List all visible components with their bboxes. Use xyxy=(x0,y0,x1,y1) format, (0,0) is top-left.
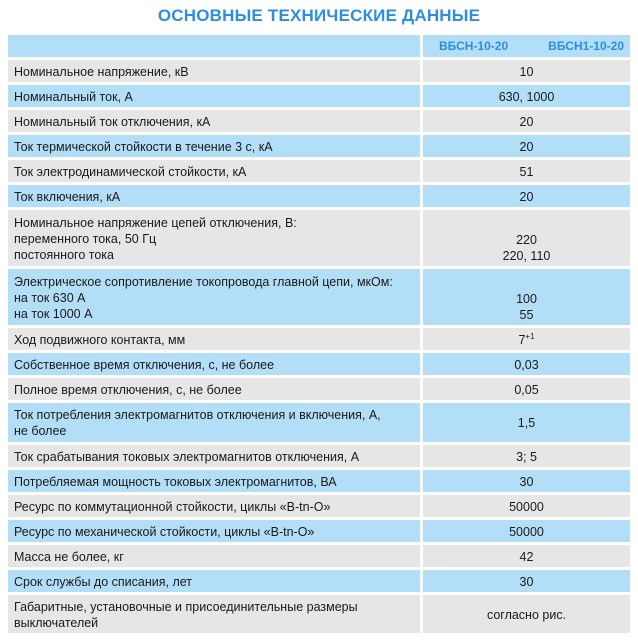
param-value: 50000 xyxy=(509,499,544,514)
param-value: 1,5 xyxy=(517,416,536,430)
table-row xyxy=(8,595,630,633)
table-row xyxy=(8,520,630,542)
param-label: Срок службы до списания, лет xyxy=(14,574,193,589)
param-label: Электрическое сопротивление токопровода главной цепи, мкОм: xyxy=(14,274,393,289)
param-label-sub: на ток 1000 А xyxy=(14,306,93,321)
param-label: Собственное время отключения, с, не более xyxy=(14,357,275,372)
param-label: Масса не более, кг xyxy=(14,549,124,564)
param-value: 100 xyxy=(516,292,537,306)
param-value: 220, 110 xyxy=(502,249,551,263)
param-label: Полное время отключения, с, не более xyxy=(14,382,242,397)
table-row xyxy=(8,378,630,400)
header-param-cell xyxy=(8,35,420,57)
table-row xyxy=(8,495,630,517)
table-row xyxy=(8,60,630,82)
param-label: Номинальный ток отключения, кА xyxy=(14,114,211,129)
table-row xyxy=(8,135,630,157)
param-value: 30 xyxy=(519,474,534,489)
param-value: 55 xyxy=(519,308,534,322)
page-title: ОСНОВНЫЕ ТЕХНИЧЕСКИЕ ДАННЫЕ xyxy=(157,6,481,25)
param-label: Ток срабатывания токовых электромагнитов отключения, А xyxy=(14,449,360,464)
param-label: Номинальный ток, А xyxy=(14,89,133,104)
table-row xyxy=(8,85,630,107)
table-row xyxy=(8,403,630,442)
table-row xyxy=(8,545,630,567)
param-value: 630, 1000 xyxy=(498,89,555,104)
param-label: Ток электродинамической стойкости, кА xyxy=(14,164,247,179)
table-row xyxy=(8,470,630,492)
param-label: Ток включения, кА xyxy=(14,189,121,204)
param-label: Номинальное напряжение, кВ xyxy=(14,64,189,79)
table-row xyxy=(8,328,630,350)
param-label: Ток термической стойкости в течение 3 с, кА xyxy=(14,139,273,154)
param-value: 20 xyxy=(519,114,534,129)
table-row xyxy=(8,353,630,375)
param-label: Номинальное напряжение цепей отключения, В: xyxy=(14,215,297,230)
param-value: 220 xyxy=(516,233,537,247)
param-value: 20 xyxy=(519,139,534,154)
tolerance-superscript: +1 xyxy=(525,331,535,341)
param-label-sub: постоянного тока xyxy=(14,247,114,262)
param-value: 51 xyxy=(519,164,534,179)
param-label-cont: не более xyxy=(14,424,67,438)
table-row xyxy=(8,160,630,182)
param-value: 10 xyxy=(519,64,534,79)
param-label: Потребляемая мощность токовых электромагнитов, ВА xyxy=(14,474,337,489)
column-header-vbsn: ВБСН-10-20 xyxy=(439,39,509,53)
table-row xyxy=(8,110,630,132)
param-value: согласно рис. xyxy=(486,607,567,622)
param-label: Ход подвижного контакта, мм xyxy=(14,332,186,347)
param-value: 20 xyxy=(519,189,534,204)
param-value: 30 xyxy=(519,574,534,589)
param-label: Ток потребления электромагнитов отключения и включения, А, xyxy=(14,408,381,422)
param-label: Ресурс по коммутационной стойкости, циклы «В-tn-О» xyxy=(14,499,331,514)
param-label: Ресурс по механической стойкости, циклы «В-tn-О» xyxy=(14,524,315,539)
table-row xyxy=(8,210,630,266)
param-value: $7^{+1}$ xyxy=(518,331,535,347)
table-row xyxy=(8,445,630,467)
param-value: 0,03 xyxy=(514,357,539,372)
param-label-sub: переменного тока, 50 Гц xyxy=(14,231,157,246)
spec-table xyxy=(8,35,630,636)
param-value: 0,05 xyxy=(514,382,539,397)
param-label: Габаритные, установочные и присоединительные размеры xyxy=(14,599,358,614)
param-label-cont: выключателей xyxy=(14,615,99,630)
table-header xyxy=(8,35,630,57)
header-model-cell xyxy=(420,35,630,57)
param-value: 42 xyxy=(519,549,534,564)
param-value: 3; 5 xyxy=(516,449,537,464)
table-row xyxy=(8,570,630,592)
param-value: 50000 xyxy=(509,524,544,539)
table-row xyxy=(8,185,630,207)
param-label-sub: на ток 630 А xyxy=(14,290,86,305)
column-header-vbsn1: ВБСН1-10-20 xyxy=(548,39,624,53)
table-row xyxy=(8,269,630,325)
